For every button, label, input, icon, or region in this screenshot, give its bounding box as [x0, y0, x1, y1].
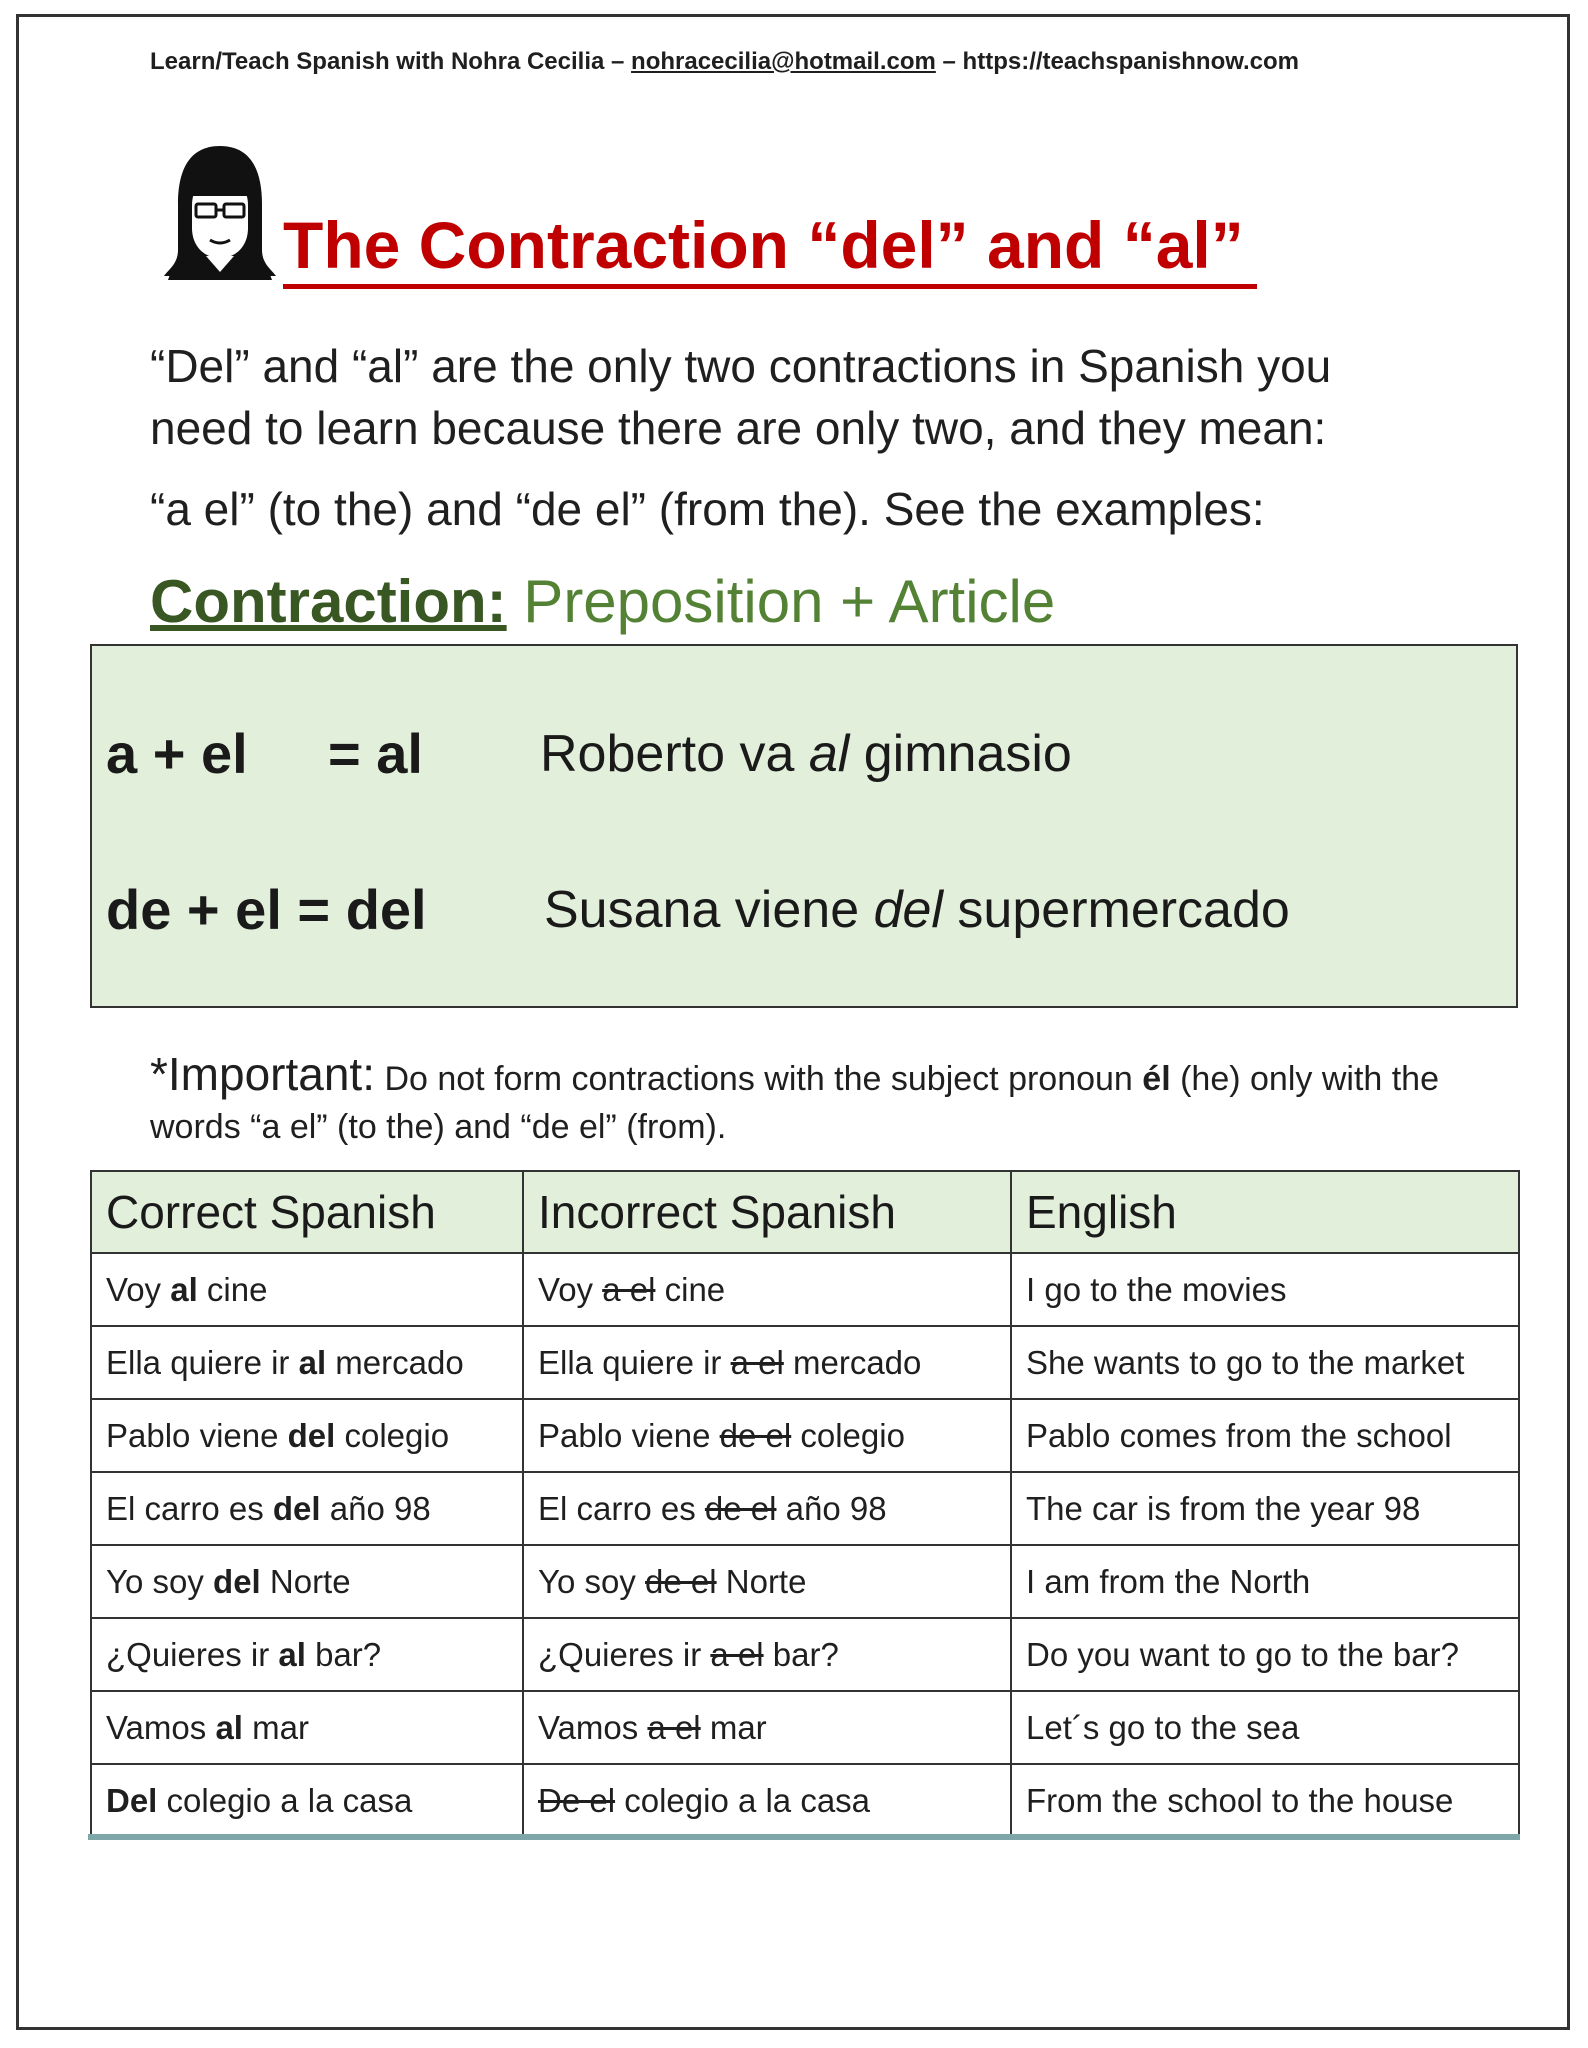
example-text: supermercado [942, 881, 1290, 939]
struck-text: a el [647, 1708, 701, 1746]
title-underline [283, 284, 1257, 289]
table-row [91, 1472, 1519, 1545]
header-prefix: Learn/Teach Spanish with Nohra Cecilia – [150, 48, 632, 75]
text: cine [197, 1270, 268, 1308]
example-contraction: al [808, 725, 850, 783]
contraction-label: Contraction: [150, 568, 507, 635]
header-english: English [1011, 1171, 1519, 1253]
text: Norte [716, 1562, 807, 1600]
table-row [91, 1618, 1519, 1691]
incorrect-cell [523, 1691, 1011, 1764]
contraction: al [170, 1270, 198, 1308]
incorrect-cell [523, 1253, 1011, 1326]
text: Pablo viene [106, 1416, 288, 1454]
text: mercado [783, 1343, 922, 1381]
header-line [150, 48, 1299, 76]
contraction-heading [150, 568, 1056, 635]
text: bar? [305, 1635, 382, 1673]
struck-text: De el [538, 1781, 616, 1819]
correct-cell [91, 1399, 523, 1472]
struck-text: a el [710, 1635, 764, 1673]
text: Pablo viene [538, 1416, 720, 1454]
important-text-end: (he) only with the words “a el” (to the) and “de el” (from). [150, 1060, 1440, 1146]
table-header-row [91, 1171, 1519, 1253]
text: año 98 [776, 1489, 887, 1527]
struck-text: de el [719, 1416, 792, 1454]
incorrect-cell [523, 1545, 1011, 1618]
correct-cell [91, 1253, 523, 1326]
table-bottom-rule [88, 1834, 1520, 1840]
contraction: del [287, 1416, 336, 1454]
header-suffix: – https://teachspanishnow.com [935, 48, 1300, 75]
example-text: gimnasio [849, 725, 1072, 783]
contraction: al [215, 1708, 243, 1746]
rule-del-lhs: de + el = del [106, 878, 427, 941]
example-text: Susana viene [544, 881, 874, 939]
english-cell: The car is from the year 98 [1011, 1472, 1519, 1545]
correct-cell [91, 1472, 523, 1545]
intro-line-2: need to learn because there are only two, and they mean: [150, 402, 1327, 454]
incorrect-cell [523, 1764, 1011, 1837]
table-row [91, 1764, 1519, 1837]
text: El carro es [106, 1489, 273, 1527]
text: ¿Quieres ir [538, 1635, 711, 1673]
contraction: al [278, 1635, 306, 1673]
teacher-avatar-icon [160, 142, 280, 282]
text: Ella quiere ir [538, 1343, 731, 1381]
text: Yo soy [106, 1562, 214, 1600]
english-cell: I am from the North [1011, 1545, 1519, 1618]
correct-cell [91, 1764, 523, 1837]
struck-text: a el [602, 1270, 656, 1308]
correct-cell [91, 1618, 523, 1691]
example-contraction: del [873, 881, 943, 939]
contraction: Del [106, 1781, 158, 1819]
contraction-rules-box [90, 644, 1518, 1008]
rule-al-lhs: a + el [106, 722, 248, 785]
contraction: del [272, 1489, 321, 1527]
table-row [91, 1253, 1519, 1326]
intro-line-1: “Del” and “al” are the only two contractions in Spanish you [150, 340, 1332, 392]
text: El carro es [538, 1489, 705, 1527]
incorrect-cell [523, 1399, 1011, 1472]
text: mercado [326, 1343, 464, 1381]
text: Vamos [538, 1708, 648, 1746]
examples-table [90, 1170, 1520, 1838]
table-row [91, 1326, 1519, 1399]
contraction: al [298, 1343, 327, 1381]
correct-cell [91, 1326, 523, 1399]
header-email-link[interactable]: nohracecilia@hotmail.com [631, 48, 936, 75]
struck-text: a el [730, 1343, 784, 1381]
rule-del-example [544, 881, 1290, 939]
intro-line-3: “a el” (to the) and “de el” (from the). See the examples: [150, 483, 1265, 535]
text: mar [700, 1708, 767, 1746]
important-text: Do not form contractions with the subject pronoun [375, 1060, 1143, 1098]
text: Vamos [106, 1708, 216, 1746]
correct-cell [91, 1545, 523, 1618]
correct-cell [91, 1691, 523, 1764]
text: año 98 [320, 1489, 431, 1527]
text: Voy [538, 1270, 603, 1308]
text: colegio a la casa [615, 1781, 871, 1819]
important-label: *Important: [150, 1048, 375, 1100]
important-pronoun: él [1142, 1060, 1171, 1098]
text: Ella quiere ir [106, 1343, 299, 1381]
contraction-formula: Preposition + Article [506, 568, 1056, 635]
text: ¿Quieres ir [106, 1635, 279, 1673]
english-cell: Let´s go to the sea [1011, 1691, 1519, 1764]
contraction: del [213, 1562, 261, 1600]
table-row [91, 1545, 1519, 1618]
text: mar [242, 1708, 309, 1746]
rule-al-rhs: = al [328, 722, 423, 785]
table-row [91, 1691, 1519, 1764]
example-text: Roberto va [540, 725, 809, 783]
important-note [150, 1050, 1490, 1151]
english-cell: Do you want to go to the bar? [1011, 1618, 1519, 1691]
text: bar? [763, 1635, 839, 1673]
struck-text: de el [645, 1562, 717, 1600]
struck-text: de el [704, 1489, 777, 1527]
header-incorrect-spanish: Incorrect Spanish [523, 1171, 1011, 1253]
text: colegio [335, 1416, 450, 1454]
text: Voy [106, 1270, 171, 1308]
text: cine [655, 1270, 726, 1308]
text: colegio [791, 1416, 905, 1454]
english-cell: Pablo comes from the school [1011, 1399, 1519, 1472]
text: Norte [260, 1562, 351, 1600]
incorrect-cell [523, 1618, 1011, 1691]
text: Yo soy [538, 1562, 646, 1600]
text: colegio a la casa [157, 1781, 413, 1819]
english-cell: I go to the movies [1011, 1253, 1519, 1326]
incorrect-cell [523, 1326, 1011, 1399]
rule-al-example [540, 725, 1072, 783]
english-cell: She wants to go to the market [1011, 1326, 1519, 1399]
table-row [91, 1399, 1519, 1472]
header-correct-spanish: Correct Spanish [91, 1171, 523, 1253]
page-title: The Contraction “del” and “al” [283, 208, 1244, 282]
english-cell: From the school to the house [1011, 1764, 1519, 1837]
incorrect-cell [523, 1472, 1011, 1545]
